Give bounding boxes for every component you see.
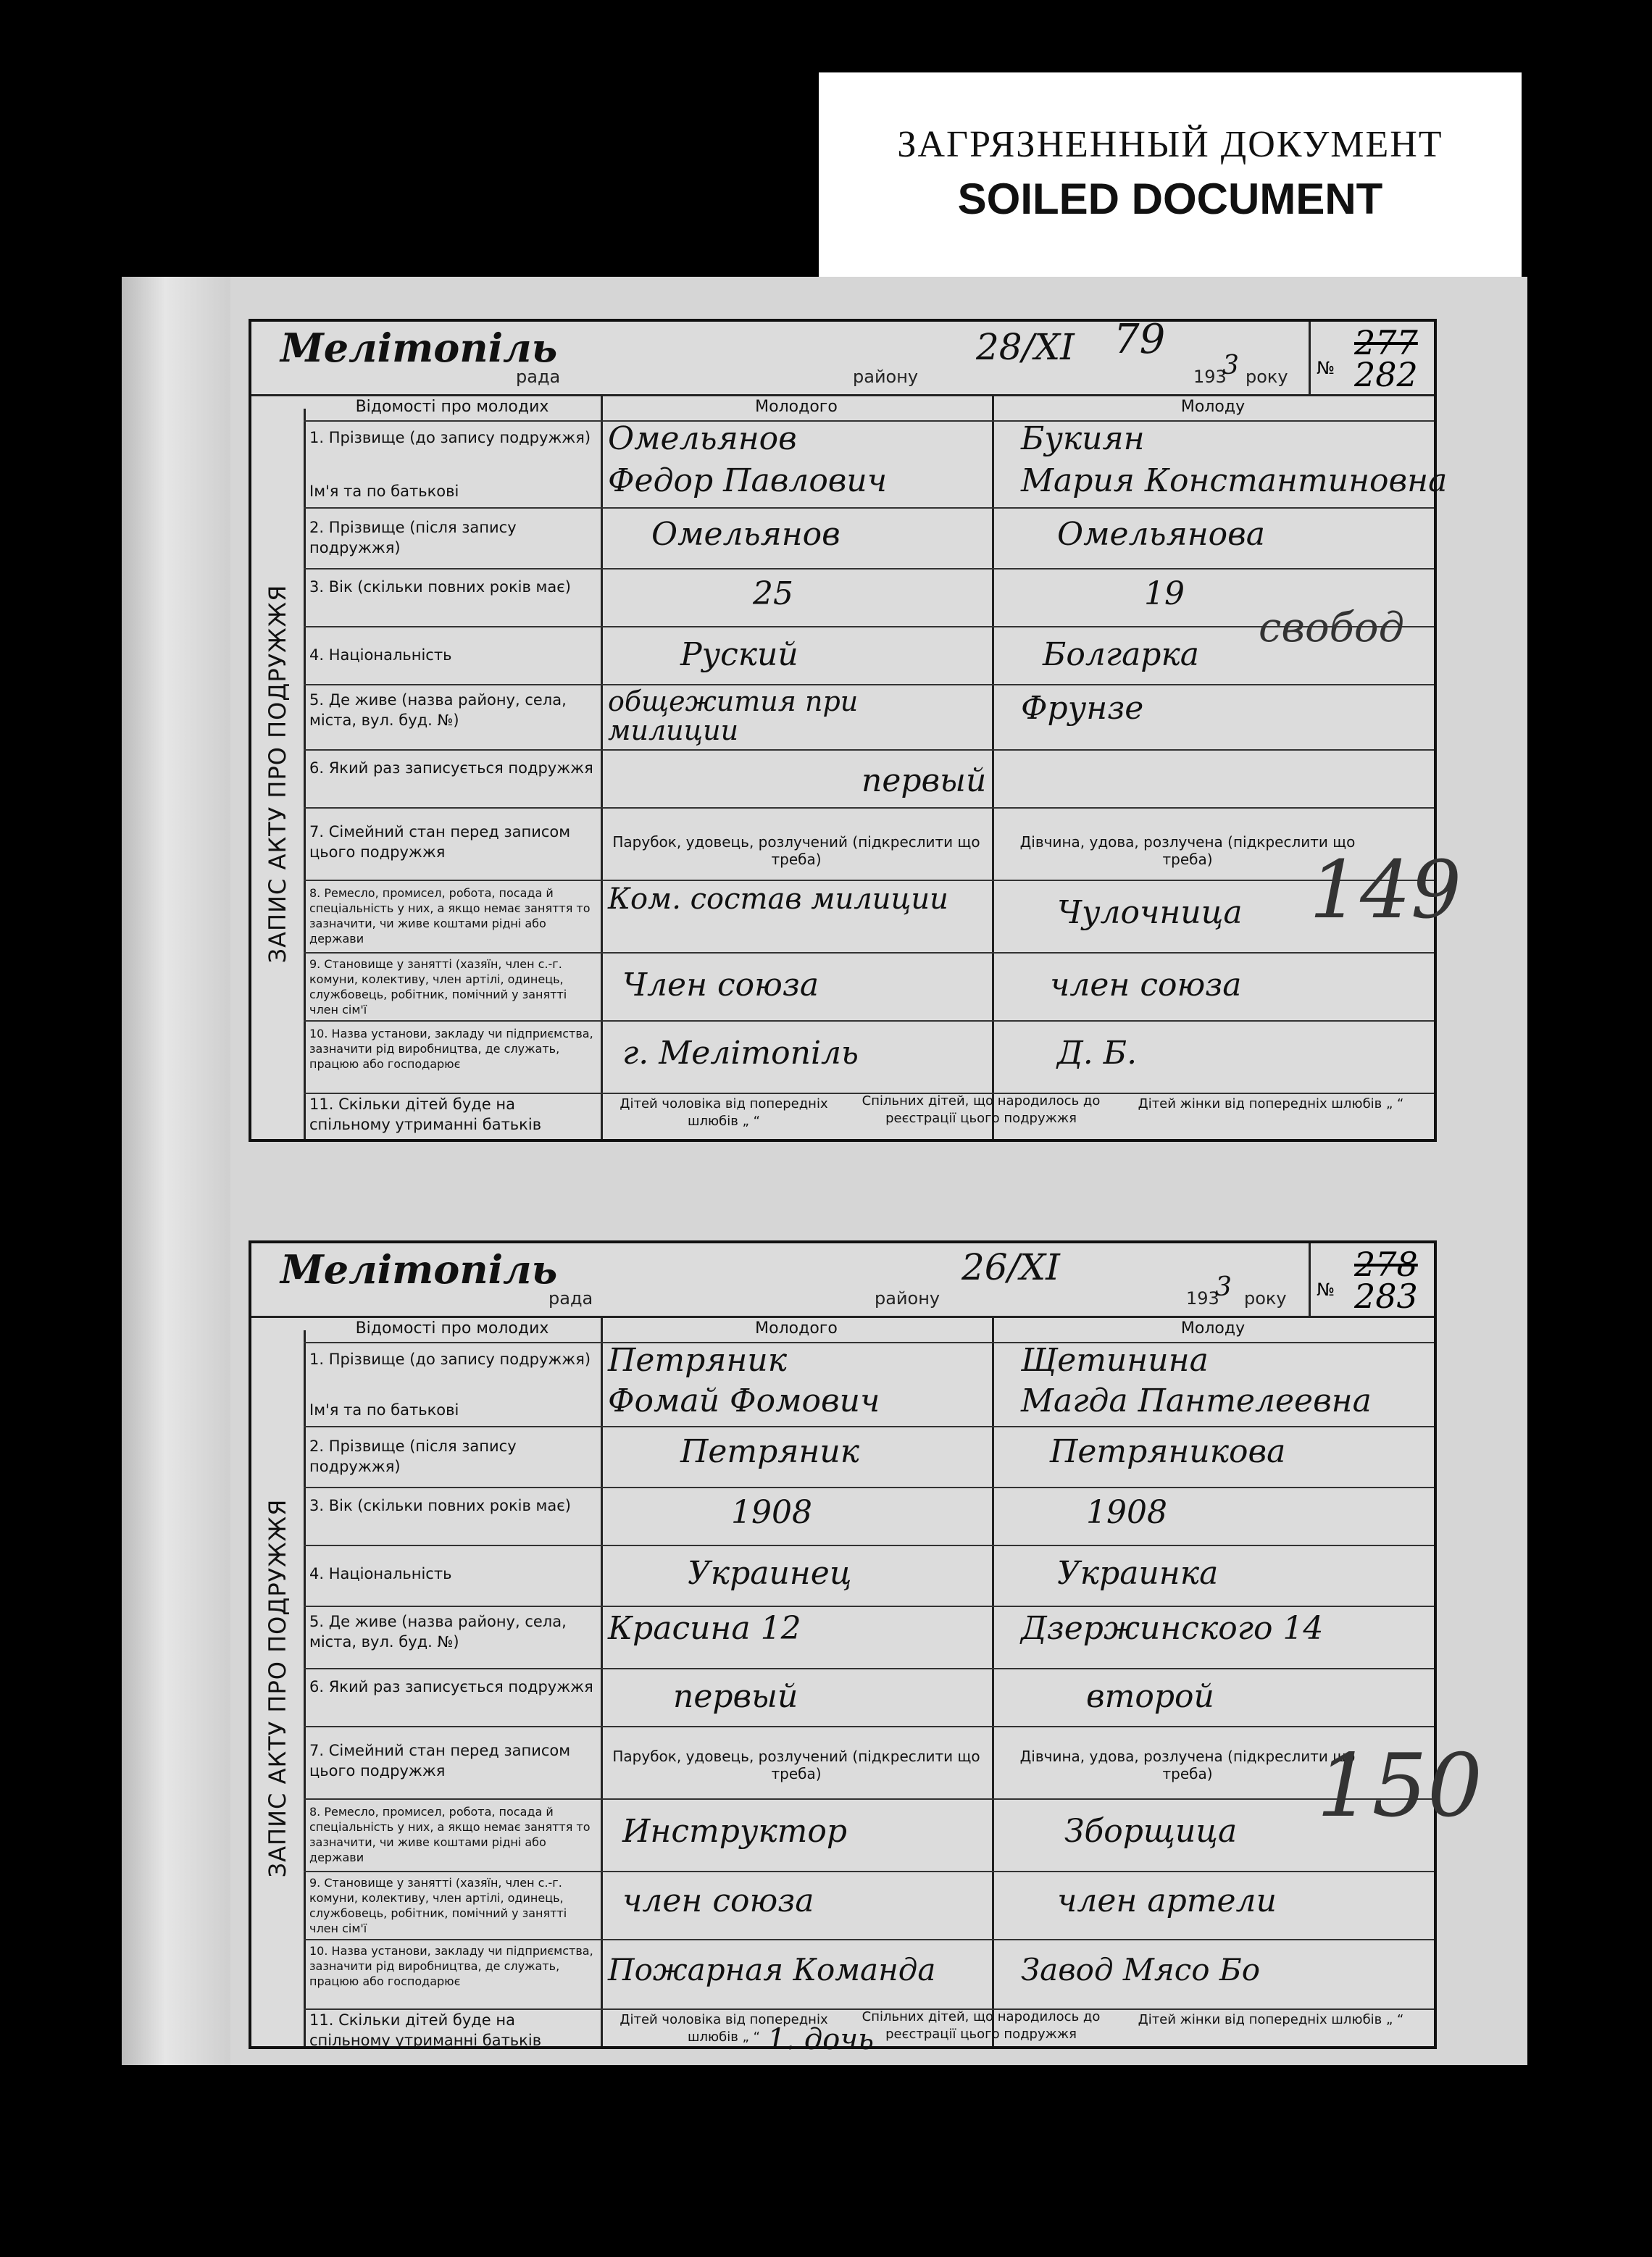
row-age: 3. Вік (скільки повних років має) 25 19 [304,568,1434,627]
record-2-header: Мелітопіль рада району 26/XI 193 3 року № 278 283 [251,1243,1434,1318]
children-note: 1. дочь [767,2023,874,2056]
record-2-margin-number: 150 [1317,1736,1483,1837]
record-1-date: 28/XI [976,326,1075,368]
num-sign: № [1317,358,1335,378]
record-1-number-new: 282 [1354,355,1418,394]
row-times: 6. Який раз записується подружжя первый [304,749,1434,809]
record-2-number-box: № 278 283 [1309,1243,1434,1316]
roku-label: року [1246,367,1288,387]
row-surname-before: 1. Прізвище (до запису подружжя) Ім'я та по батькові Петряник Фомай Фомович Щетинина Магда Пантелеевна [304,1342,1434,1427]
row-surname-before: 1. Прізвище (до запису подружжя) Ім'я та по батькові Омельянов Федор Павлович Букиян Мария Константиновна [304,420,1434,509]
record-1-margin-number: 149 [1309,843,1461,936]
row-nationality: 4. Національність Руский Болгарка [304,626,1434,685]
record-1-number-old: 277 [1354,323,1418,362]
record-2-rada: Мелітопіль [280,1246,558,1293]
row-position: 9. Становище у занятті (хазяїн, член с.-г. комуни, колективу, член артілі, одинець, службовець, робітник, помічний у занятті член сім'ї член союза член артели [304,1871,1434,1940]
record-2-number-new: 283 [1354,1277,1418,1316]
bride-name: Мария Константиновна [1021,462,1448,499]
groom-name: Федор Павлович [608,462,888,499]
record-1-header [251,316,1434,396]
row-surname-after: 2. Прізвище (після запису подружжя) Омельянов Омельянова [304,507,1434,570]
marriage-record-2 [249,1240,1483,2056]
groom-surname-before: Омельянов [608,420,797,457]
row-institution: 10. Назва установи, закладу чи підприємства, зазначити рід виробництва, де служать, працюю або господарює Пожарная Команда Завод Мясо Бо [304,1939,1434,2010]
row-surname-after: 2. Прізвище (після запису подружжя) Петряник Петряникова [304,1426,1434,1488]
row-institution: 10. Назва установи, закладу чи підприємства, зазначити рід виробництва, де служать, працюю або господарює г. Мелітопіль Д. Б. [304,1020,1434,1094]
row-marital: 7. Сімейний стан перед записом цього подружжя Парубок, удовець, розлучений (підкреслити що треба) Дівчина, удова, розлучена (підкреслити що треба) [304,1726,1434,1800]
bride-surname-before: Букиян [1021,420,1145,457]
row-address: 5. Де живе (назва району, села, міста, вул. буд. №) Красина 12 Дзержинского 14 [304,1606,1434,1669]
row-children: 11. Скільки дітей буде на спільному утриманні батьків Дітей чоловіка від попередніх шлюбів „ “ Спільних дітей, що народилось до реєстрації цього подружжя Дітей жінки від попередніх шлюбів „ “ [309,1093,1404,1133]
record-1-year-digit: 3 [1222,351,1239,380]
col-groom: Молодого [601,394,992,422]
record-2-number-old: 278 [1354,1245,1418,1284]
row-age: 3. Вік (скільки повних років має) 1908 1908 [304,1487,1434,1546]
row-children: 11. Скільки дітей буде на спільному утриманні батьків Дітей чоловіка від попередніх шлюбів „ “ Спільних дітей, що народилось до реєстрації цього подружжя Дітей жінки від попередніх шлюбів „ “ 1. дочь [309,2009,1404,2056]
row-occupation: 8. Ремесло, промисел, робота, посада й спеціальність у них, а якщо немає заняття то зазначити, чи живе коштами рідні або держави Инструктор Зборщица [304,1798,1434,1872]
row-occupation: 8. Ремесло, промисел, робота, посада й спеціальність у них, а якщо немає заняття то зазначити, чи живе коштами рідні або держави Ком. состав милиции Чулочница [304,880,1434,954]
label-russian: ЗАГРЯЗНЕННЫЙ ДОКУМЕНТ [897,124,1443,165]
row-nationality: 4. Національність Украинец Украинка [304,1545,1434,1607]
register-sheet [122,277,1527,2065]
record-2-date: 26/XI [961,1246,1060,1288]
rada-label: рада [516,367,561,387]
col-bride: Молоду [992,394,1434,422]
marriage-record-1 [249,316,1461,1142]
record-1-rada: Мелітопіль [280,325,558,371]
record-1-stamp: 79 [1114,316,1166,363]
binding-spine [122,277,230,2065]
record-1-margin-note: свобод [1259,604,1405,651]
record-2-table: Відомості про молодих Молодого Молоду 1. Прізвище (до запису подружжя) Ім'я та по батькові Петряник Фомай Фомович Щетинина Магда Пантелеевна 2. Прізвище (після запису подружжя) Петряник Петряникова 3. Вік (скільки повних років має) 1908 1908 4. Національність Украинец Украинка 5. Де живе (назва району, села, міста, вул. буд. №) Красина 12 Дзержинского 14 6. Який раз записується подружжя первый второй 7. Сімейний стан перед записом цього подружжя Парубок, удовець, розлучений (підкреслити що треба) Дівчина, удова, розлучена (підкреслити що треба) 8. Ремесло, промисел, робота, посада й спеціальність у них, а якщо немає заняття то зазначити, чи живе коштами рідні або держави Инструктор Зборщица 9. Становище у занятті (хазяїн, член с.-г. комуни, колективу, член артілі, одинець, службовець, робітник, помічний у занятті член сім'ї член союза член артели 10. Назва установи, закладу чи підприємства, зазначити рід виробництва, де служать, працюю або господарює Пожарная Команда Завод Мясо Бо 11. Скільки дітей буде на спільному утриманні батьків Дітей чоловіка від попередніх шлюбів „ “ Спільних дітей, що народилось до реєстрації цього подружжя Дітей жінки від попередніх шлюбів „ “ 1. дочь [304,1316,1434,2046]
record-1-number-box [1309,322,1434,394]
record-1-side-title: ЗАПИС АКТУ ПРО ПОДРУЖЖЯ [251,409,306,1139]
row-times: 6. Який раз записується подружжя первый второй [304,1668,1434,1727]
col-info: Відомості про молодих [304,394,601,422]
label-english: SOILED DOCUMENT [957,175,1383,223]
record-2-side-title: ЗАПИС АКТУ ПРО ПОДРУЖЖЯ [251,1330,306,2046]
soiled-document-label [819,72,1522,283]
row-position: 9. Становище у занятті (хазяїн, член с.-г. комуни, колективу, член артілі, одинець, службовець, робітник, помічний у занятті член сім'ї Член союза член союза [304,952,1434,1022]
rayonu-label: району [853,367,919,387]
record-1-table [304,394,1448,1139]
year-prefix: 193 [1193,367,1227,387]
row-marital: 7. Сімейний стан перед записом цього подружжя Парубок, удовець, розлучений (підкреслити що треба) Дівчина, удова, розлучена (підкреслити що треба) [304,807,1434,881]
row-address: 5. Де живе (назва району, села, міста, вул. буд. №) общежития при милиции Фрунзе [304,684,1434,751]
